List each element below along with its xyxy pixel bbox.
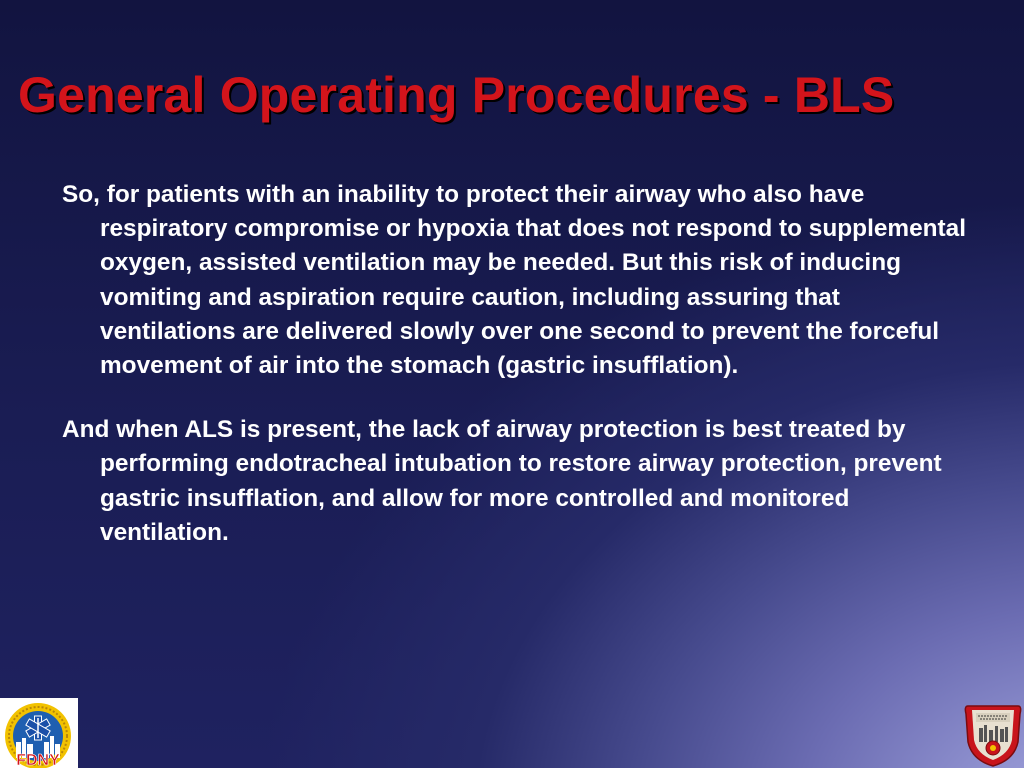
- slide-body: [62, 178, 972, 580]
- body-paragraph-1: So, for patients with an inability to protect their airway who also have respiratory compromise or hypoxia that does not respond to supplemental oxygen, assisted ventilation may be needed. But this risk of inducing vomiting and aspiration require caution, including assuring that ventilations are delivered slowly over one second to prevent the forceful movement of air into the stomach (gastric insufflation).: [62, 181, 967, 380]
- star-of-life-icon: [0, 698, 78, 768]
- fdny-wordmark: FDNY: [16, 752, 60, 768]
- body-paragraph-2: And when ALS is present, the lack of airway protection is best treated by performing endotracheal intubation to restore airway protection, prevent gastric insufflation, and allow for more controlled and monitored ventilation.: [62, 416, 942, 546]
- fdny-ems-logo: [0, 698, 78, 768]
- slide-title: General Operating Procedures - BLS: [18, 67, 895, 123]
- fdny-badge-logo: [962, 702, 1024, 768]
- shield-icon: [962, 702, 1024, 768]
